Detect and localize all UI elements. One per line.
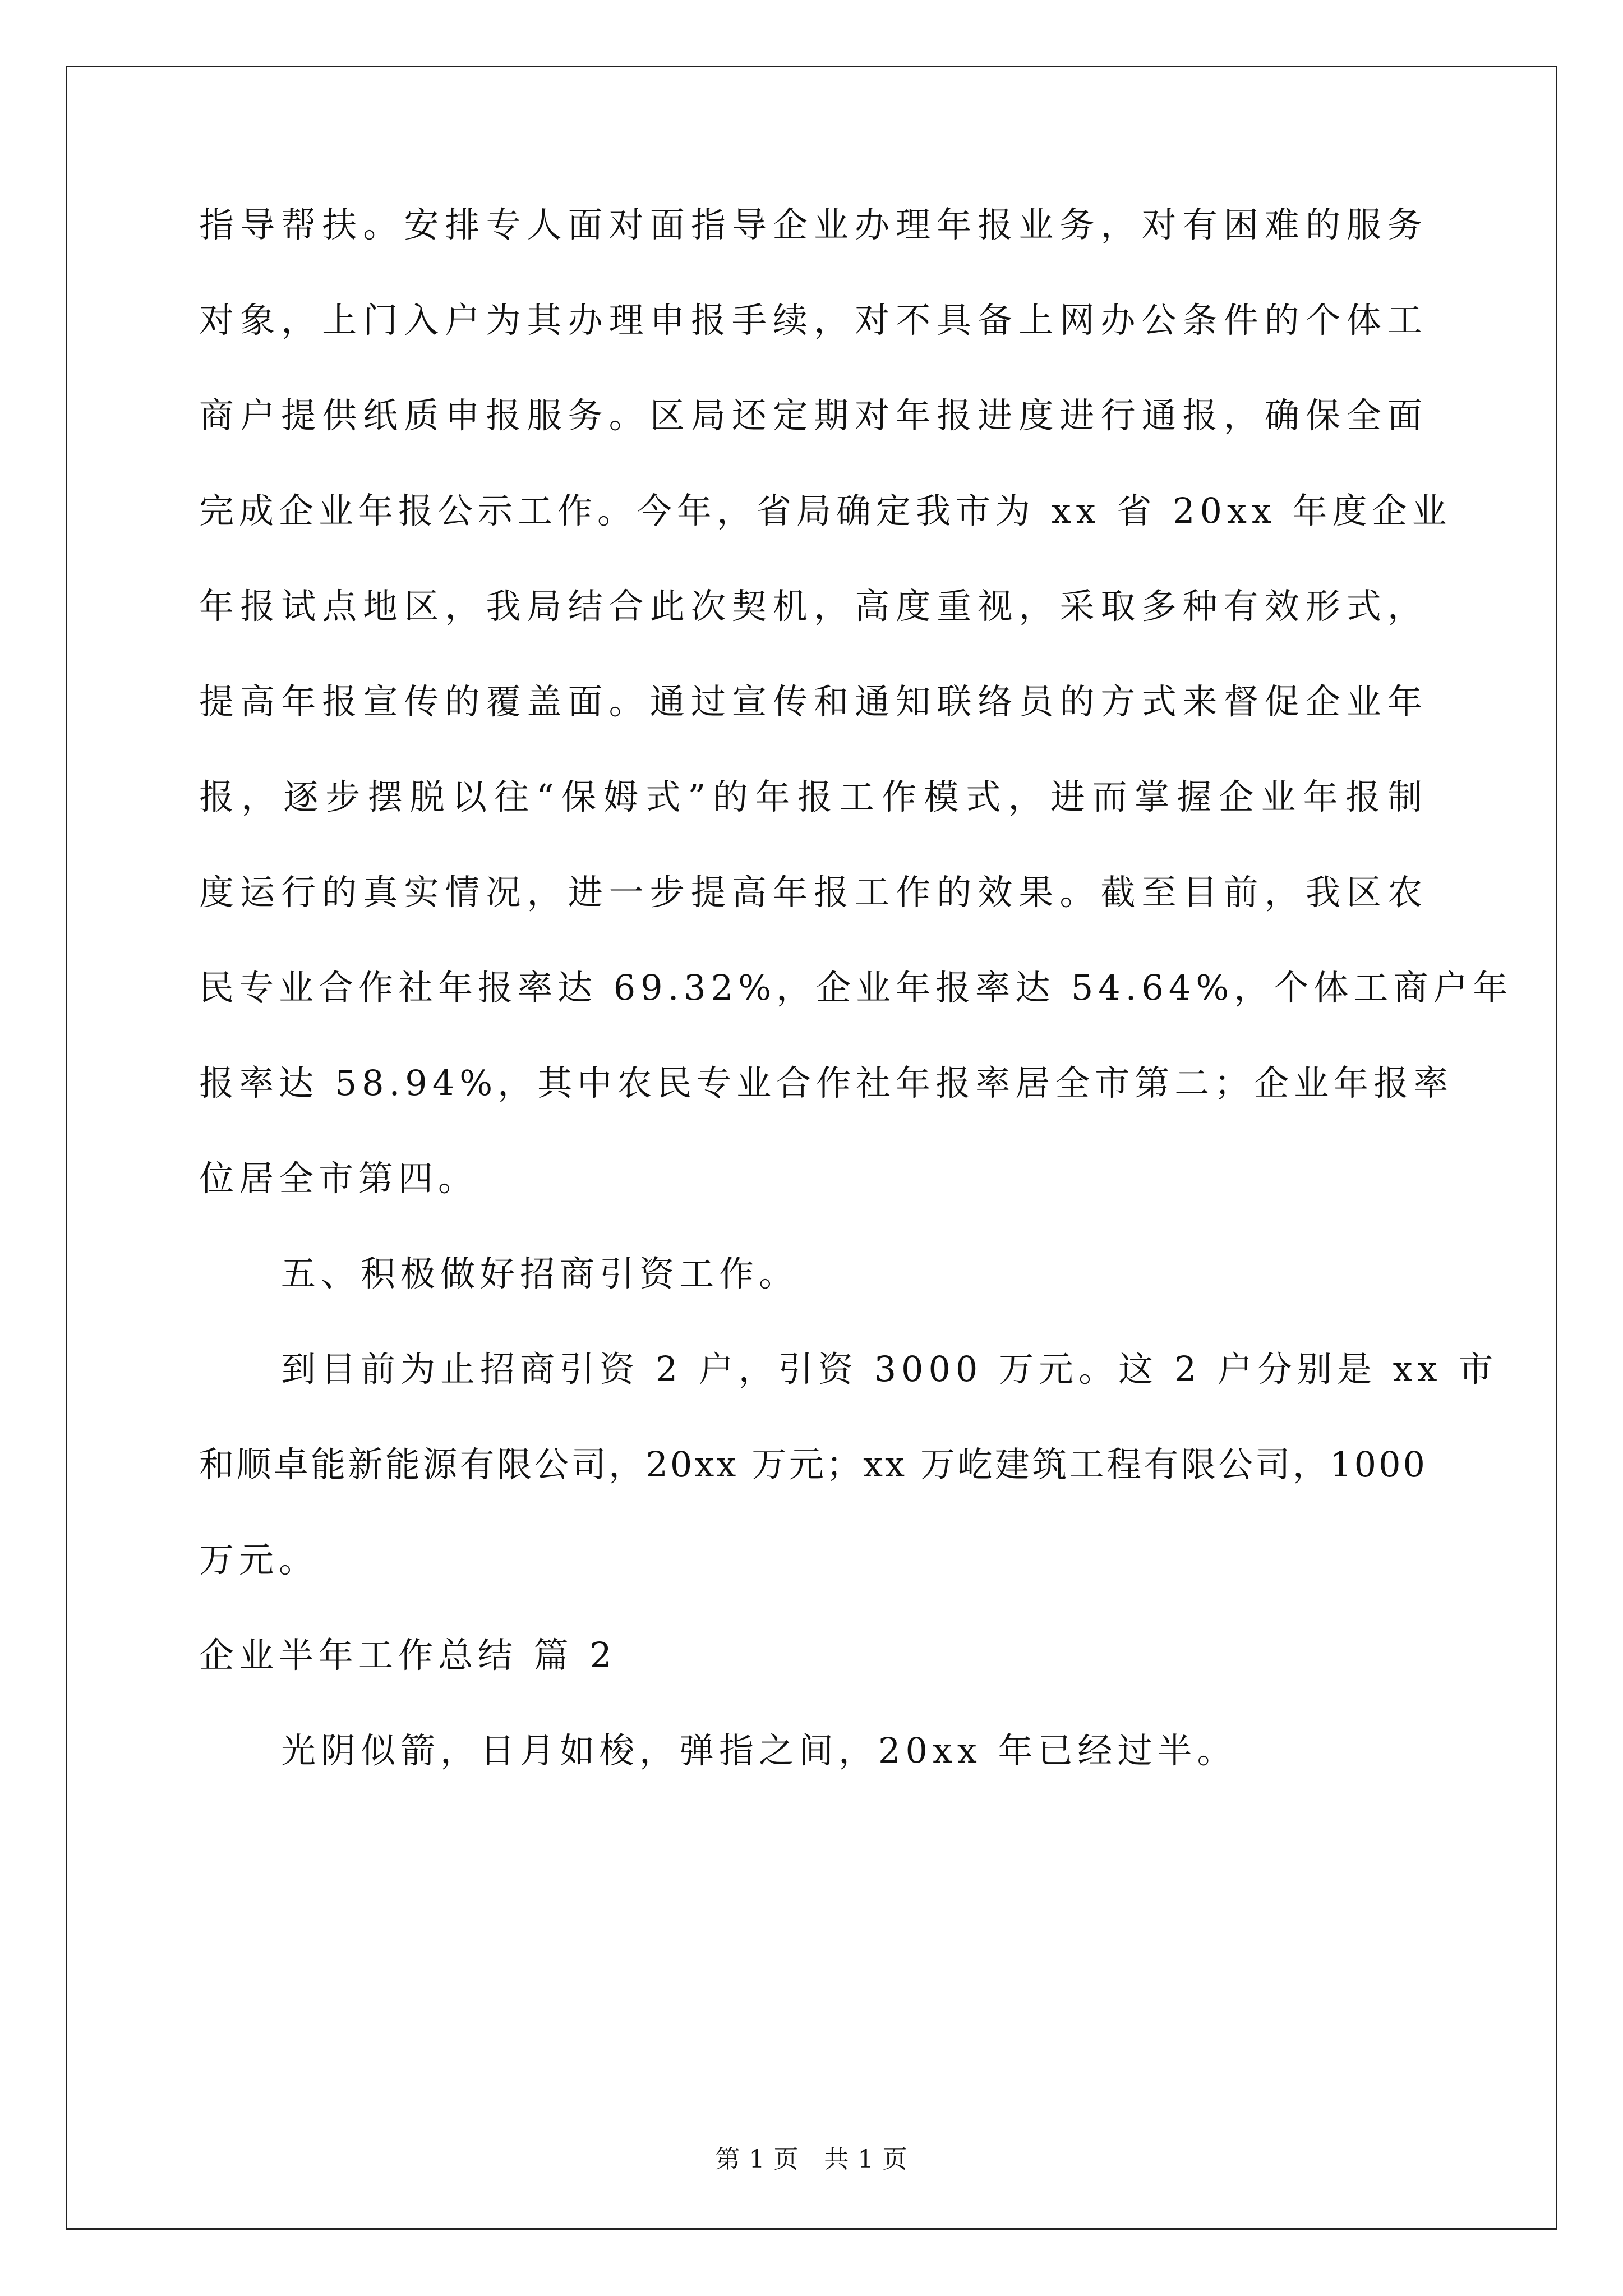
text-line: 指导帮扶。安排专人面对面指导企业办理年报业务，对有困难的服务 (199, 204, 1427, 245)
text-line: 提高年报宣传的覆盖面。通过宣传和通知联络员的方式来督促企业年 (199, 681, 1427, 722)
text-line: 光阴似箭，日月如梭，弹指之间，20xx 年已经过半。 (281, 1730, 1237, 1771)
page-footer: 第 1 页 共 1 页 (715, 2145, 908, 2174)
page-border (66, 66, 1557, 2230)
text-line: 完成企业年报公示工作。今年，省局确定我市为 xx 省 20xx 年度企业 (199, 490, 1452, 531)
text-line: 民专业合作社年报率达 69.32%，企业年报率达 54.64%，个体工商户年 (199, 967, 1513, 1008)
text-line: 万元。 (199, 1539, 319, 1580)
text-line: 报率达 58.94%，其中农民专业合作社年报率居全市第二；企业年报率 (199, 1062, 1454, 1103)
text-line: 度运行的真实情况，进一步提高年报工作的效果。截至目前，我区农 (199, 872, 1427, 913)
article-title: 企业半年工作总结 篇 2 (199, 1635, 617, 1676)
text-line: 对象，上门入户为其办理申报手续，对不具备上网办公条件的个体工 (199, 300, 1427, 341)
text-line: 商户提供纸质申报服务。区局还定期对年报进度进行通报，确保全面 (199, 395, 1427, 436)
text-line: 和顺卓能新能源有限公司，20xx 万元；xx 万屹建筑工程有限公司，1000 (199, 1444, 1427, 1485)
text-line: 报，逐步摆脱以往“保姆式”的年报工作模式，进而掌握企业年报制 (199, 776, 1427, 817)
text-line: 位居全市第四。 (199, 1158, 478, 1199)
section-heading: 五、积极做好招商引资工作。 (281, 1253, 799, 1294)
text-line: 年报试点地区，我局结合此次契机，高度重视，采取多种有效形式， (199, 586, 1427, 627)
text-line: 到目前为止招商引资 2 户，引资 3000 万元。这 2 户分别是 xx 市 (281, 1349, 1498, 1389)
